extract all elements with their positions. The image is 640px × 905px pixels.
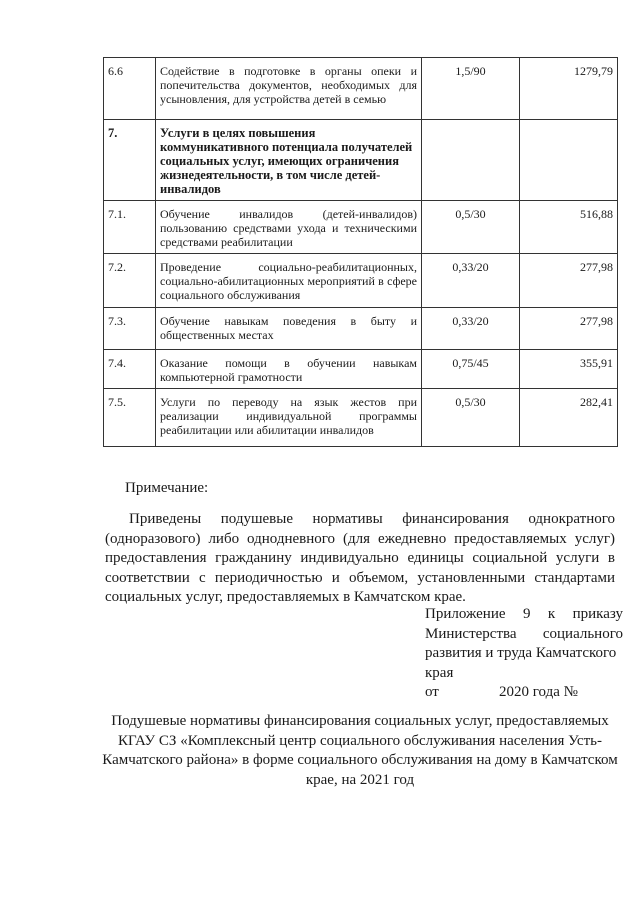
appendix-date-rest: 2020 года № [499,684,578,700]
note-label: Примечание: [125,480,209,496]
table-row [104,308,618,350]
appendix-line-4: края [425,664,454,681]
appendix-line-2: Министерства социального [425,625,623,642]
row-price: 1279,79 [520,58,618,120]
row-price [520,120,618,201]
row-price: 355,91 [520,350,618,389]
table-row [104,120,618,201]
row-number: 6.6 [104,58,156,120]
services-table [103,57,618,447]
row-service-name: Услуги по переводу на язык жестов при реализации индивидуальной программы реабилитации или абилитации инвалидов [156,389,422,447]
appendix-line-5 [425,683,623,703]
appendix-date-prefix: от [425,684,439,700]
row-number: 7.1. [104,201,156,254]
row-number: 7.3. [104,308,156,350]
row-service-name: Обучение инвалидов (детей-инвалидов) пользованию средствами ухода и техническими средствами реабилитации [156,201,422,254]
row-service-name: Содействие в подготовке в органы опеки и попечительства документов, необходимых для усыновления, для устройства детей в семью [156,58,422,120]
note-text: Приведены подушевые нормативы финансирования однократного (одноразового) либо однодневного (для ежедневно предоставляемых услуг) предоставления гражданину индивидуально единицы социальной услуги в соответствии с периодичностью и объемом, установленными стандартами социальных услуг, предоставляемых в Камчатском крае. [105,511,615,605]
appendix-block [425,605,623,703]
row-service-name: Услуги в целях повышения коммуникативного потенциала получателей социальных услуг, имеющих ограничения жизнедеятельности, в том числе детей-инвалидов [156,120,422,201]
table-row [104,389,618,447]
row-price: 516,88 [520,201,618,254]
table-row [104,350,618,389]
table-row [104,254,618,308]
row-price: 282,41 [520,389,618,447]
row-price: 277,98 [520,254,618,308]
row-norm: 1,5/90 [422,58,520,120]
row-norm [422,120,520,201]
row-service-name: Обучение навыкам поведения в быту и общественных местах [156,308,422,350]
row-number: 7.5. [104,389,156,447]
row-norm: 0,5/30 [422,389,520,447]
row-norm: 0,5/30 [422,201,520,254]
row-norm: 0,33/20 [422,308,520,350]
table-row [104,58,618,120]
row-norm: 0,33/20 [422,254,520,308]
row-service-name: Оказание помощи в обучении навыкам компьютерной грамотности [156,350,422,389]
row-number: 7. [104,120,156,201]
appendix-line-1: Приложение 9 к приказу [425,606,623,622]
row-number: 7.2. [104,254,156,308]
table-row [104,201,618,254]
row-norm: 0,75/45 [422,350,520,389]
document-title: Подушевые нормативы финансирования социальных услуг, предоставляемых КГАУ СЗ «Комплексный центр социального обслуживания населения Усть-Камчатского района» в форме социального обслуживания на дому в Камчатском крае, на 2021 год [102,713,618,788]
row-number: 7.4. [104,350,156,389]
appendix-line-3: развития и труда Камчатского [425,645,617,661]
row-service-name: Проведение социально-реабилитационных, социально-абилитационных мероприятий в сфере социального обслуживания [156,254,422,308]
row-price: 277,98 [520,308,618,350]
